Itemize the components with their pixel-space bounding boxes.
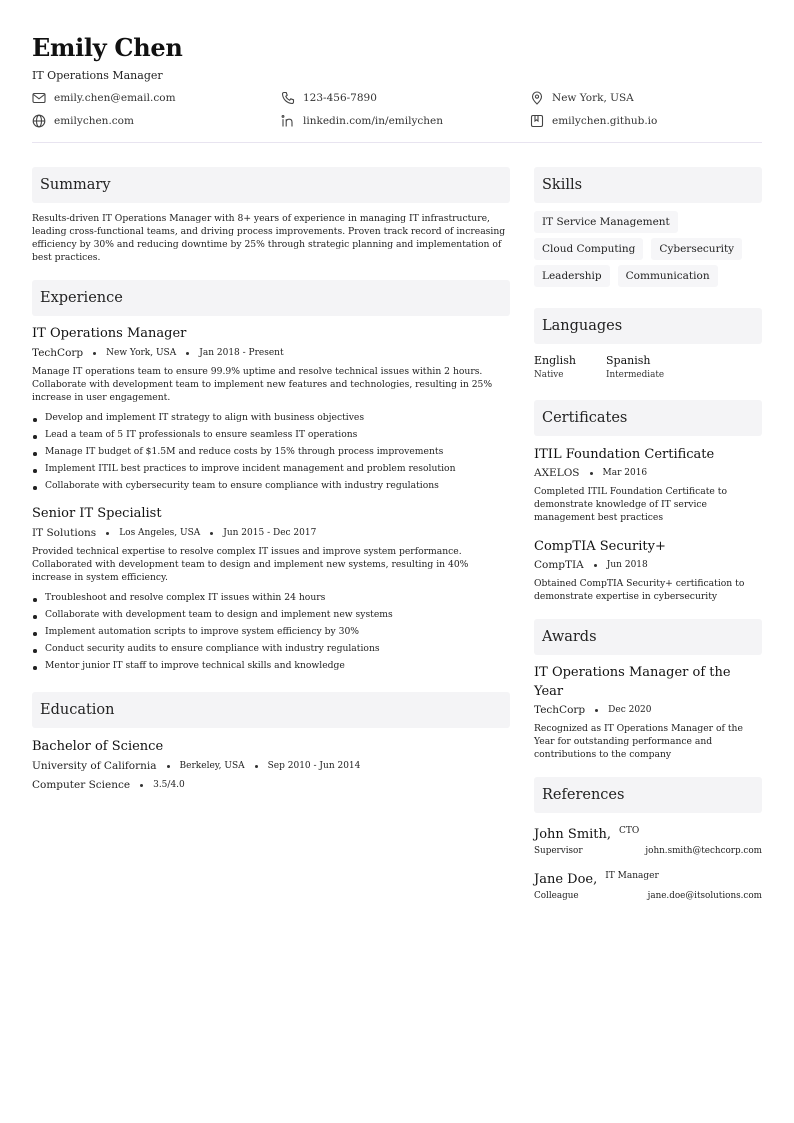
separator-dot bbox=[595, 709, 598, 712]
separator-dot bbox=[594, 564, 597, 567]
skill-tag: Cloud Computing bbox=[534, 238, 643, 260]
skill-tag: Communication bbox=[618, 265, 718, 287]
certificate-meta bbox=[534, 559, 762, 571]
certificate-description: Completed ITIL Foundation Certificate to demonstrate knowledge of IT service management best practices bbox=[534, 486, 727, 523]
gpa: 3.5/4.0 bbox=[153, 780, 185, 790]
certificate-date: Jun 2018 bbox=[606, 560, 648, 570]
candidate-name: Emily Chen bbox=[32, 33, 183, 62]
job-dates: Jun 2015 - Dec 2017 bbox=[223, 528, 317, 538]
certificate-title: CompTIA Security+ bbox=[534, 539, 666, 554]
list-item: Implement automation scripts to improve system efficiency by 30% bbox=[32, 623, 510, 640]
degree: Bachelor of Science bbox=[32, 739, 164, 754]
contact-github[interactable] bbox=[530, 114, 762, 128]
job-bullets bbox=[32, 409, 510, 494]
separator-dot bbox=[255, 765, 258, 768]
linkedin-text: linkedin.com/in/emilychen bbox=[303, 115, 444, 127]
language-item bbox=[534, 354, 606, 380]
skills-heading: Skills bbox=[534, 167, 762, 203]
linkedin-icon bbox=[281, 114, 295, 128]
list-item: Mentor junior IT staff to improve technical skills and knowledge bbox=[32, 657, 510, 674]
right-column bbox=[534, 167, 762, 901]
job-location: Los Angeles, USA bbox=[119, 528, 201, 538]
resume-page bbox=[32, 34, 762, 901]
separator-dot bbox=[106, 532, 109, 535]
reference-email[interactable]: john.smith@techcorp.com bbox=[645, 846, 762, 856]
contact-list bbox=[32, 91, 762, 128]
reference-name: Jane Doe, bbox=[534, 872, 598, 887]
list-item: Implement ITIL best practices to improve incident management and problem resolution bbox=[32, 460, 510, 477]
references-heading: References bbox=[534, 777, 762, 813]
experience-item bbox=[32, 506, 510, 674]
location-pin-icon bbox=[530, 91, 544, 105]
certificate-item bbox=[534, 537, 762, 603]
reference-relation: Supervisor bbox=[534, 846, 583, 856]
language-level: Native bbox=[534, 370, 564, 380]
contact-location bbox=[530, 91, 762, 105]
header-divider bbox=[32, 142, 762, 143]
mail-icon bbox=[32, 91, 46, 105]
skills-list bbox=[534, 211, 762, 292]
education-heading: Education bbox=[32, 692, 510, 728]
reference-relation: Colleague bbox=[534, 891, 579, 901]
field-of-study: Computer Science bbox=[32, 779, 131, 791]
certificate-description: Obtained CompTIA Security+ certification to demonstrate expertise in cybersecurity bbox=[534, 578, 745, 602]
reference-email[interactable]: jane.doe@itsolutions.com bbox=[647, 891, 762, 901]
award-item bbox=[534, 663, 762, 761]
phone-text: 123-456-7890 bbox=[303, 92, 377, 104]
job-title: Senior IT Specialist bbox=[32, 506, 162, 521]
experience-item bbox=[32, 326, 510, 494]
language-name: English bbox=[534, 354, 576, 367]
awards-heading: Awards bbox=[534, 619, 762, 655]
list-item: Collaborate with development team to design and implement new systems bbox=[32, 606, 510, 623]
job-bullets bbox=[32, 589, 510, 674]
job-description: Manage IT operations team to ensure 99.9% uptime and resolve technical issues within 2 hours. Collaborate with development team to implement new features and technologies, resulting in 25% increase in user engagement. bbox=[32, 366, 493, 403]
reference-item bbox=[534, 872, 762, 901]
separator-dot bbox=[140, 784, 143, 787]
list-item: Conduct security audits to ensure compliance with industry regulations bbox=[32, 640, 510, 657]
certificates-heading: Certificates bbox=[534, 400, 762, 436]
language-level: Intermediate bbox=[606, 370, 665, 380]
contact-linkedin[interactable] bbox=[281, 114, 530, 128]
summary-text: Results-driven IT Operations Manager with 8+ years of experience in managing IT infrastructure, leading cross-functional teams, and driving process improvements. Proven track record of increasing efficiency by 30% and reducing downtime by 25% through strategic planning and implementation of best practices. bbox=[32, 213, 506, 263]
separator-dot bbox=[210, 532, 213, 535]
list-item: Develop and implement IT strategy to align with business objectives bbox=[32, 409, 510, 426]
job-title: IT Operations Manager bbox=[32, 326, 187, 341]
certificate-issuer: CompTIA bbox=[534, 559, 584, 571]
website-text: emilychen.com bbox=[54, 115, 134, 127]
certificate-issuer: AXELOS bbox=[534, 467, 580, 479]
email-text: emily.chen@email.com bbox=[54, 92, 176, 104]
reference-name: John Smith, bbox=[534, 827, 612, 842]
languages-heading: Languages bbox=[534, 308, 762, 344]
job-dates: Jan 2018 - Present bbox=[199, 348, 284, 358]
education-field-row bbox=[32, 779, 510, 791]
certificate-date: Mar 2016 bbox=[602, 468, 648, 478]
bookmark-square-icon bbox=[530, 114, 544, 128]
separator-dot bbox=[167, 765, 170, 768]
job-company: IT Solutions bbox=[32, 527, 97, 539]
award-issuer: TechCorp bbox=[534, 704, 586, 716]
separator-dot bbox=[186, 352, 189, 355]
list-item: Manage IT budget of $1.5M and reduce costs by 15% through process improvements bbox=[32, 443, 510, 460]
candidate-role: IT Operations Manager bbox=[32, 69, 163, 82]
list-item: Collaborate with cybersecurity team to ensure compliance with industry regulations bbox=[32, 477, 510, 494]
certificate-title: ITIL Foundation Certificate bbox=[534, 447, 715, 462]
education-dates: Sep 2010 - Jun 2014 bbox=[267, 761, 361, 771]
phone-icon bbox=[281, 91, 295, 105]
reference-item bbox=[534, 827, 762, 856]
reference-position: CTO bbox=[619, 826, 640, 836]
education-item bbox=[32, 739, 510, 791]
github-text: emilychen.github.io bbox=[552, 115, 658, 127]
job-meta bbox=[32, 527, 510, 539]
summary-heading: Summary bbox=[32, 167, 510, 203]
job-meta bbox=[32, 347, 510, 359]
separator-dot bbox=[590, 472, 593, 475]
award-description: Recognized as IT Operations Manager of the Year for outstanding performance and contributions to the company bbox=[534, 723, 743, 760]
award-title: IT Operations Manager of the Year bbox=[534, 665, 731, 699]
experience-heading: Experience bbox=[32, 280, 510, 316]
contact-phone[interactable] bbox=[281, 91, 530, 105]
job-description: Provided technical expertise to resolve complex IT issues and improve system performance. Collaborated with development team to design and implement new systems, resulting in 40% increase in system efficiency. bbox=[32, 546, 469, 583]
job-location: New York, USA bbox=[106, 348, 177, 358]
separator-dot bbox=[93, 352, 96, 355]
globe-icon bbox=[32, 114, 46, 128]
award-meta bbox=[534, 704, 762, 716]
award-date: Dec 2020 bbox=[608, 705, 652, 715]
language-item bbox=[606, 354, 678, 380]
skill-tag: Cybersecurity bbox=[651, 238, 742, 260]
language-name: Spanish bbox=[606, 354, 651, 367]
contact-email[interactable] bbox=[32, 91, 281, 105]
education-meta bbox=[32, 760, 510, 772]
location-text: New York, USA bbox=[552, 92, 634, 104]
list-item: Troubleshoot and resolve complex IT issues within 24 hours bbox=[32, 589, 510, 606]
reference-position: IT Manager bbox=[605, 871, 659, 881]
left-column bbox=[32, 167, 510, 901]
contact-website[interactable] bbox=[32, 114, 281, 128]
languages-list bbox=[534, 354, 762, 380]
school: University of California bbox=[32, 760, 157, 772]
school-location: Berkeley, USA bbox=[179, 761, 245, 771]
skill-tag: IT Service Management bbox=[534, 211, 678, 233]
certificate-meta bbox=[534, 467, 762, 479]
certificate-item bbox=[534, 445, 762, 524]
list-item: Lead a team of 5 IT professionals to ensure seamless IT operations bbox=[32, 426, 510, 443]
job-company: TechCorp bbox=[32, 347, 84, 359]
skill-tag: Leadership bbox=[534, 265, 610, 287]
